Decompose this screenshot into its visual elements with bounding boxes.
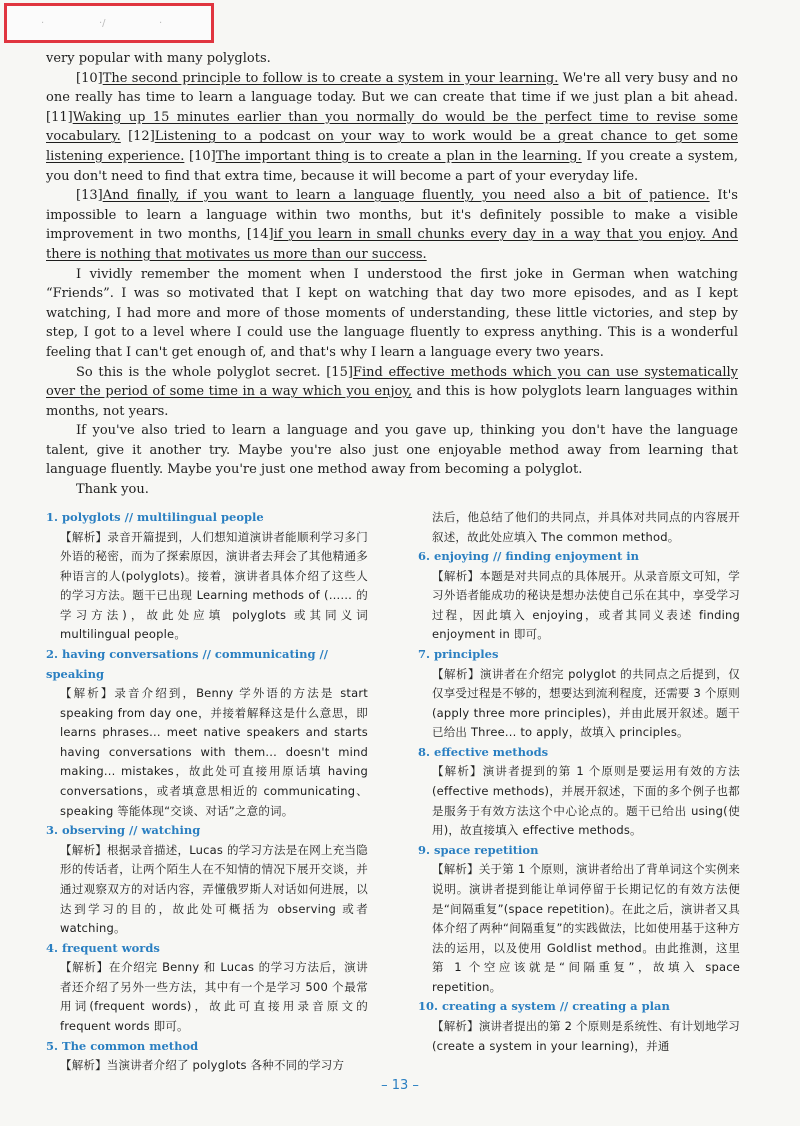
- marker: [14]: [246, 227, 274, 243]
- answer-item: [46, 645, 368, 821]
- answer-column-right: [418, 508, 740, 1056]
- answer-text: creating a system // creating a plan: [442, 999, 670, 1014]
- answer-text: observing // watching: [62, 823, 201, 838]
- passage-text: and this is how polyglots learn languages within months, not years.: [46, 384, 738, 419]
- answer-explanation: 【解析】关于第 1 个原则，演讲者给出了背单词这个实例来说明。演讲者提到能让单词停留于长期记忆的有效方法便是“间隔重复”(space repetition)。在此之后，演讲者又具体介绍了两种“间隔重复”的实践做法，比如使用基于这种方法的运用，以及使用 Goldlist method。由此推测，这里第 1 个空应该就是“间隔重复”，故填入 space repetition。: [432, 862, 740, 994]
- marker: [12]: [128, 129, 155, 145]
- answer-item: [46, 508, 368, 645]
- marker: [11]: [46, 109, 73, 125]
- redact-mark: ·: [41, 18, 45, 29]
- answer-explanation: 【解析】在介绍完 Benny 和 Lucas 的学习方法后，演讲者还介绍了另外一些方法，其中有一个是学习 500 个最常用词(frequent words)，故此可直接用录音原文的 frequent words 即可。: [60, 960, 368, 1033]
- answer-text: having conversations // communicating // speaking: [46, 647, 328, 681]
- answer-text: space repetition: [434, 842, 539, 857]
- passage-paragraph: [46, 69, 738, 187]
- answer-text: frequent words: [62, 940, 160, 955]
- answer-text: polyglots // multilingual people: [62, 510, 264, 524]
- page-number: – 13 –: [381, 1078, 419, 1093]
- underlined-sentence: Waking up 15 minutes earlier than you normally do would be the perfect time to revise some vocabulary.: [46, 109, 738, 145]
- answer-title: [418, 743, 740, 763]
- underlined-sentence: if you learn in small chunks every day in a way that you enjoy. And there is nothing that motivates us more than our success.: [46, 227, 738, 262]
- marker: [13]: [76, 188, 103, 204]
- answer-title: [418, 841, 740, 861]
- passage-text: [121, 129, 128, 144]
- answer-title: [46, 508, 368, 528]
- answer-text: effective methods: [434, 744, 549, 759]
- marker: [10]: [76, 70, 103, 86]
- passage-paragraph: [46, 363, 738, 422]
- answer-item-continued: [418, 508, 740, 547]
- answer-number: 7.: [418, 647, 431, 662]
- answer-explanation: 【解析】演讲者在介绍完 polyglot 的共同点之后提到，仅仅享受过程是不够的，想要达到流利程度，还需要 3 个原则(apply three more principles)，并由此展开叙述。题干已给出 Three... to apply，故填入 principles。: [432, 666, 740, 740]
- underlined-sentence: Listening to a podcast on your way to work would be a great chance to get some listening experience.: [46, 129, 739, 164]
- passage-text: We're all very busy and no one really has time to learn a language today. But we can create that time if we just plan a bit ahead.: [46, 70, 738, 106]
- answer-text: enjoying // finding enjoyment in: [434, 549, 640, 564]
- answer-title: [46, 1037, 368, 1057]
- passage-text: So this is the whole polyglot secret.: [76, 364, 327, 380]
- answer-item: [46, 821, 368, 938]
- answer-number: 8.: [418, 744, 431, 759]
- redact-mark: ·: [159, 18, 163, 29]
- answer-item: [418, 997, 740, 1056]
- passage-paragraph: I vividly remember the moment when I understood the first joke in German when watching “Friends”. I was so motivated that I kept on watching that day two more episodes, and as I kept watching, I had more and more of those moments of understanding, these little victories, and step by step, I got to a level where I could use the language fluently to express anything. This is a wonderful feeling that I can't get enough of, and that's why I learn a language every two years.: [46, 266, 738, 360]
- answer-number: 2.: [46, 647, 59, 662]
- answer-title: [46, 821, 368, 841]
- answer-explanation: 【解析】根据录音描述，Lucas 的学习方法是在网上充当隐形的传话者，让两个陌生人在不知情的情况下展开交谈，并通过观察双方的对话内容，弄懂俄罗斯人对话如何进展，以达到学习的目的，故此处可概括为 observing 或者 watching。: [60, 842, 368, 936]
- underlined-sentence: Find effective methods which you can use systematically over the period of some time in a way which you enjoy,: [46, 364, 738, 400]
- answer-title: [418, 645, 740, 665]
- answer-item: [46, 939, 368, 1037]
- answer-item: [418, 645, 740, 743]
- answer-number: 10.: [418, 999, 439, 1014]
- answer-explanation: 法后，他总结了他们的共同点，并具体对共同点的内容展开叙述，故此处应填入 The common method。: [432, 510, 740, 544]
- answer-explanation: 【解析】本题是对共同点的具体展开。从录音原文可知，学习外语者能成功的秘诀是想办法使自己乐在其中，享受学习过程，因此填入 enjoying，或者其同义表述 finding enjoyment in 即可。: [432, 568, 740, 642]
- answer-explanation: 【解析】演讲者提出的第 2 个原则是系统性、有计划地学习(create a system in your learning)，并通: [432, 1018, 740, 1053]
- answer-item: [46, 1037, 368, 1076]
- answer-number: 9.: [418, 842, 431, 857]
- redact-mark: ·/: [99, 18, 106, 29]
- answer-number: 6.: [418, 549, 431, 564]
- answer-title: [46, 645, 368, 684]
- marker: [15]: [326, 364, 353, 380]
- answer-item: [418, 547, 740, 645]
- redacted-header-box: [4, 3, 214, 43]
- answer-column-left: [46, 508, 368, 1076]
- answer-text: principles: [434, 647, 499, 662]
- answer-number: 3.: [46, 823, 59, 838]
- passage-paragraph: [46, 186, 738, 264]
- answer-number: 1.: [46, 510, 59, 524]
- underlined-sentence: And finally, if you want to learn a language fluently, you need also a bit of patience.: [102, 188, 710, 204]
- answer-title: [46, 939, 368, 959]
- passage-paragraph: Thank you.: [76, 482, 149, 498]
- marker: [10]: [189, 148, 216, 164]
- answer-number: 4.: [46, 940, 59, 955]
- answer-explanation: 【解析】演讲者提到的第 1 个原则是要运用有效的方法(effective methods)，并展开叙述，下面的多个例子也都是服务于有效方法这个中心论点的。题干已给出 using(使用)，故直接填入 effective methods。: [432, 764, 740, 838]
- passage-paragraph: If you've also tried to learn a language and you gave up, thinking you don't have the language talent, give it another try. Maybe you're also just one enjoyable method away from learning that language fluently. Maybe you're just one method away from becoming a polyglot.: [46, 423, 738, 478]
- answer-text: The common method: [62, 1038, 199, 1053]
- answer-title: [418, 997, 740, 1017]
- underlined-sentence: The important thing is to create a plan in the learning.: [215, 148, 582, 164]
- answer-title: [418, 547, 740, 567]
- answer-explanation: 【解析】当演讲者介绍了 polyglots 各种不同的学习方: [60, 1058, 345, 1073]
- answer-number: 5.: [46, 1038, 59, 1053]
- answer-explanation: 【解析】录音开篇提到，人们想知道演讲者能顺利学习多门外语的秘密，而为了探索原因，演讲者去拜会了其他精通多种语言的人(polyglots)。接着，演讲者具体介绍了这些人的学习方法。题干已出现 Learning methods of (…… 的学习方法)，故此处应填 polyglots 或其同义词 multilingual people。: [60, 529, 368, 642]
- passage-text: It's impossible to learn a language within two months, but it's definitely possible to make a visible improvement in two months,: [46, 188, 738, 243]
- answer-item: [418, 841, 740, 998]
- passage-line: very popular with many polyglots.: [46, 51, 271, 66]
- answer-item: [418, 743, 740, 841]
- answer-explanation: 【解析】录音介绍到，Benny 学外语的方法是 start speaking from day one，并接着解释这是什么意思，即 learns phrases... meet native speakers and starts having conversations with them... doesn't mind making... mistakes，故此处可直接用原话填 having conversations，或者填意思相近的 communicating、speaking 等能体现“交谈、对话”之意的词。: [60, 686, 368, 818]
- underlined-sentence: The second principle to follow is to create a system in your learning.: [102, 70, 559, 86]
- reading-passage: [46, 49, 738, 500]
- passage-text: If you create a system, you don't need to find that extra time, because it will become a part of your everyday life.: [46, 148, 739, 184]
